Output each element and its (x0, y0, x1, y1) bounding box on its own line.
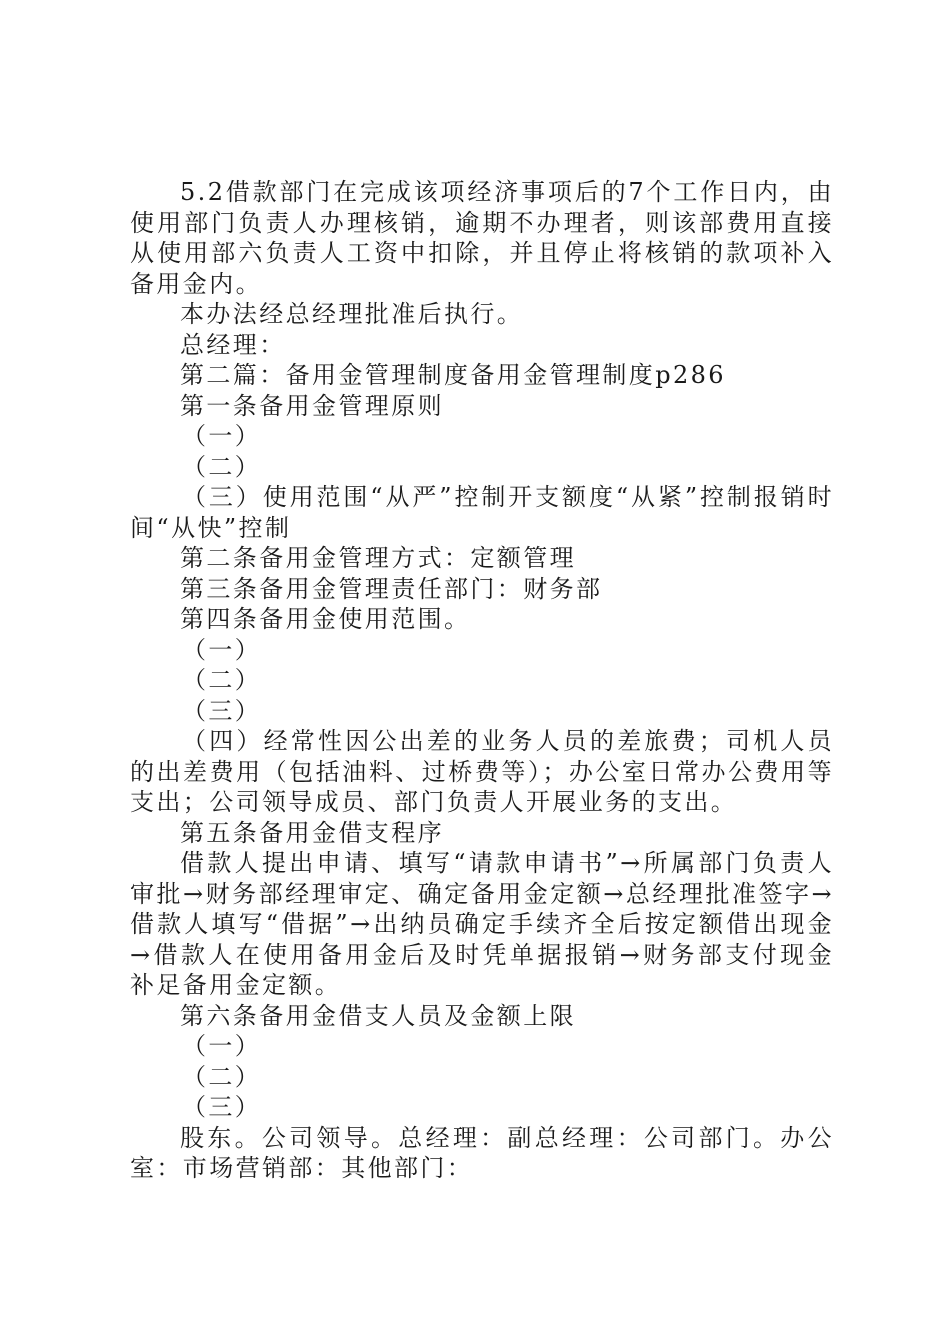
paragraph-general-manager-sign: 总经理： (180, 330, 286, 359)
article-6-item-1: （一） (182, 1032, 262, 1060)
document-page (130, 177, 834, 1184)
article-3-heading: 第三条备用金管理责任部门：财务部 (180, 574, 603, 603)
article-4-item-3: （三） (182, 696, 262, 725)
article-6-item-3: （三） (182, 1093, 262, 1121)
section-title: 第二篇：备用金管理制度备用金管理制度p286 (180, 361, 726, 389)
paragraph-approval-note: 本办法经总经理批准后执行。 (180, 300, 524, 328)
article-4-item-4: （四）经常性因公出差的业务人员的差旅费；司机人员的出差费用（包括油料、过桥费等）；办公室日常办公费用等支出；公司领导成员、部门负责人开展业务的支出。 (130, 727, 834, 816)
article-4-heading: 第四条备用金使用范围。 (180, 605, 471, 633)
article-4-item-2: （二） (182, 666, 262, 694)
article-1-item-3: （三）使用范围“从严”控制开支额度“从紧”控制报销时间“从快”控制 (130, 483, 834, 542)
article-1-heading: 第一条备用金管理原则 (180, 391, 444, 420)
article-1-item-1: （一） (182, 422, 262, 450)
article-4-item-1: （一） (182, 635, 262, 664)
article-1-item-2: （二） (182, 452, 262, 481)
article-5-procedure: 借款人提出申请、填写“请款申请书”→所属部门负责人审批→财务部经理审定、确定备用金定额→总经理批准签字→借款人填写“借据”→出纳员确定手续齐全后按定额借出现金→借款人在使用备用金后及时凭单据报销→财务部支付现金补足备用金定额。 (130, 849, 834, 999)
article-6-item-2: （二） (182, 1062, 262, 1091)
article-2-heading: 第二条备用金管理方式：定额管理 (180, 544, 576, 572)
paragraph-verification-deadline: 5.2借款部门在完成该项经济事项后的7个工作日内，由使用部门负责人办理核销，逾期不办理者，则该部费用直接从使用部六负责人工资中扣除，并且停止将核销的款项补入备用金内。 (130, 178, 834, 298)
article-5-heading: 第五条备用金借支程序 (180, 818, 444, 847)
article-6-roles: 股东。公司领导。总经理：副总经理：公司部门。办公室：市场营销部：其他部门： (130, 1123, 834, 1182)
article-6-heading: 第六条备用金借支人员及金额上限 (180, 1001, 576, 1030)
